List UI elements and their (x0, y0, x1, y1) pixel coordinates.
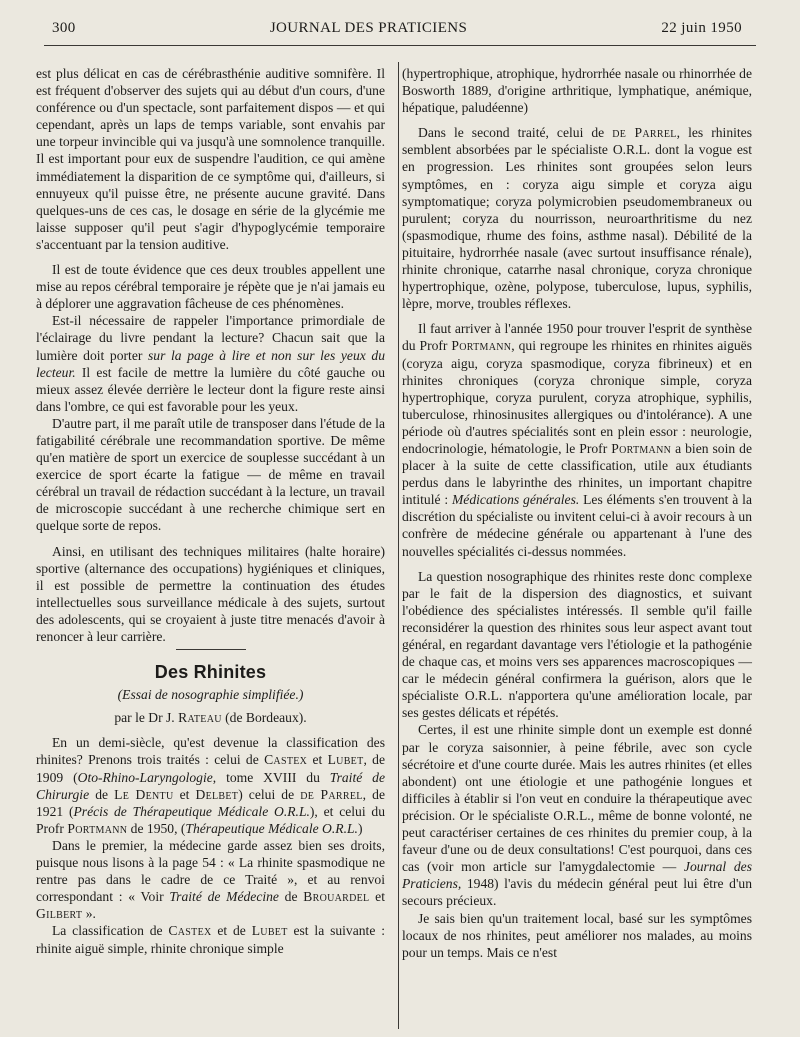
paragraph: La classification de Castex et de Lubet est la suivante : rhinite aiguë simple, rhinite chronique simple (36, 923, 385, 956)
paragraph: Dans le second traité, celui de de Parrel, les rhinites semblent absorbées par le spécialiste O.R.L. dont la vogue est en progression. Les rhinites sont groupées selon leurs symptômes, en : coryza aigu simple et coryza aigu symptomatique; coryza polymicrobien pseudomembraneux ou purulent; coryza du nourrisson, neuroarthritisme du nez (spasmodique, rhume des foins, asthme nasal). Débilité de la pituitaire, hydrorrhée nasale (avec surtout insuffisance rénale), rhinite chronique, catarrhe nasal chronique, coryza chronique hypertrophique, ozène, polypose, tuberculose, lupus, syphilis, lèpre, morve, troubles réflexes. (402, 125, 752, 312)
journal-title: JOURNAL DES PRATICIENS (269, 20, 468, 36)
paragraph: (hypertrophique, atrophique, hydrorrhée nasale ou rhinorrhée de Bosworth 1889, d'origine arthritique, lymphatique, anémique, hépatique, paludéenne) (402, 66, 752, 116)
section-separator (176, 649, 246, 650)
paragraph: Il est de toute évidence que ces deux troubles appellent une mise au repos cérébral temporaire je répète que je n'ai jamais eu à déplorer une aggravation fâcheuse de ces phénomènes. (36, 262, 385, 312)
paragraph: Est-il nécessaire de rappeler l'importance primordiale de l'éclairage du livre pendant la lecture? Chacun sait que la lumière doit porter sur la page à lire et non sur les yeux du lecteur. Il est facile de mettre la lumière du côté gauche ou mieux assez élevée derrière le lecteur dont la figure reste ainsi dans l'ombre, ce qui est favorable pour les yeux. (36, 313, 385, 414)
paragraph: Dans le premier, la médecine garde assez bien ses droits, puisque nous lisons à la page 54 : « La rhinite spasmodique ne rentre pas dans le cadre de ce Traité », et au renvoi correspondant : « Voir Traité de Médecine de Brouardel et Gilbert ». (36, 837, 385, 922)
column-divider (398, 62, 399, 1029)
paragraph: D'autre part, il me paraît utile de transposer dans l'étude de la fatigabilité cérébrale une recommandation sportive. De même qu'en matière de sport un exercice de souplesse succédant à un exercice de sport écarte la fatigue — de même en travail cérébral un travail de rédaction succédant à la lecture, un travail de microscopie succédant à une recherche chimique sert en quelque sorte de repos. (36, 415, 385, 534)
article-author: par le Dr J. Rateau (de Bordeaux). (114, 710, 307, 726)
left-column (36, 65, 385, 957)
paragraph: est plus délicat en cas de cérébrasthénie auditive somnifère. Il est fréquent d'observer des sujets qui au début d'un cours, d'une conférence ou d'un spectacle, sont parfaitement dispos — et qui cependant, après un laps de temps variable, sont envahis par une torpeur invincible qui va jusqu'à une somnolence tranquille. Il est important pour eux de suspendre l'audition, ce qui amène immédiatement la disparition de ce symptôme qui, d'ailleurs, si ennuyeux qu'il puisse être, ne présente aucune gravité. Dans quelques-uns de ces cas, le dosage en série de la glycémie me laisse supposer qu'il peut s'agir d'hypoglycémie temporaire s'accentuant par la tension auditive. (36, 66, 385, 252)
paragraph: En un demi-siècle, qu'est devenue la classification des rhinites? Prenons trois traités : celui de Castex et Lubet, de 1909 (Oto-Rhino-Laryngologie, tome XVIII du Traité de Chirurgie de Le Dentu et Delbet) celui de de Parrel, de 1921 (Précis de Thérapeutique Médicale O.R.L.), et celui du Profr Portmann de 1950, (Thérapeutique Médicale O.R.L.) (36, 735, 386, 836)
paragraph: La question nosographique des rhinites reste donc complexe par le fait de la dispersion des diagnostics, et suivant l'obédience des spécialistes intéressés. Il semble qu'il faille reconsidérer la question des rhinites sous leur aspect avant tout général, en regardant davantage vers l'étiologie et la pathogénie de chaque cas, et moins vers ses apparences macroscopiques — car le médecin général confirmera la guérison, alors que le spécialiste O.R.L. n'apportera qu'une amélioration locale, par ses gestes délicats et répétés. (402, 568, 752, 721)
paragraph: Il faut arriver à l'année 1950 pour trouver l'esprit de synthèse du Profr Portmann, qui regroupe les rhinites en rhinites aiguës (coryza aigu, coryza spasmodique, coryza fibrineux) et en rhinites chroniques (coryza chronique simple, coryza hypertrophique, coryza purulent, coryza atrophique, syphilis, tuberculose, rhinosinusites allergiques ou d'intolérance). A une période où d'autres spécialités sont en plein essor : neurologie, endocrinologie, hématologie, le Profr Portmann a bien soin de placer à la suite de cette classification, utile aux étudiants perdus dans le labyrinthe des rhinites, un important chapitre intitulé : Médications générales. Les éléments s'en trouvent à la discrétion du spécialiste ou invitent celui-ci à avoir recours à un confrère de médecine générale ou appartenant à l'une des nouvelles spécialités ci-dessus nommées. (402, 321, 752, 559)
paragraph: Ainsi, en utilisant des techniques militaires (halte horaire) sportive (alternance des occupations) hygiéniques et cliniques, il est possible de permettre la continuation des études intellectuelles sous surveillance médicale à des sujets, surtout des adolescents, qui se croyaient à juste titre menacés d'avoir à renoncer à leur carrière. (36, 543, 385, 644)
article-subtitle: (Essai de nosographie simplifiée.) (117, 687, 304, 703)
right-column (402, 65, 752, 961)
paragraph: Certes, il est une rhinite simple dont un exemple est donné par le coryza saisonnier, à peine fébrile, avec son cycle sécrétoire et d'une courte durée. Mais les autres rhinites (et elles abondent) ont une étiologie et une pathogénie longues et difficiles à établir si l'on veut en conduire la thérapeutique avec précision. Or le spécialiste O.R.L., même de bonne volonté, ne peut caractériser certaines de ces rhinites du premier coup, à la faveur d'une ou de deux consultations! C'est pourquoi, dans ces cas (voir mon article sur l'amygdalectomie — Journal des Praticiens, 1948) l'avis du médecin général peut lui être d'un secours précieux. (402, 722, 752, 909)
header-rule (44, 45, 756, 46)
article-title: Des Rhinites (154, 662, 267, 683)
issue-date: 22 juin 1950 (661, 20, 742, 36)
page-number: 300 (52, 20, 76, 36)
paragraph: Je sais bien qu'un traitement local, basé sur les symptômes locaux de nos rhinites, peut améliorer nos malades, au moins pour un temps. Mais ce n'est (402, 910, 752, 960)
running-header (52, 20, 742, 42)
